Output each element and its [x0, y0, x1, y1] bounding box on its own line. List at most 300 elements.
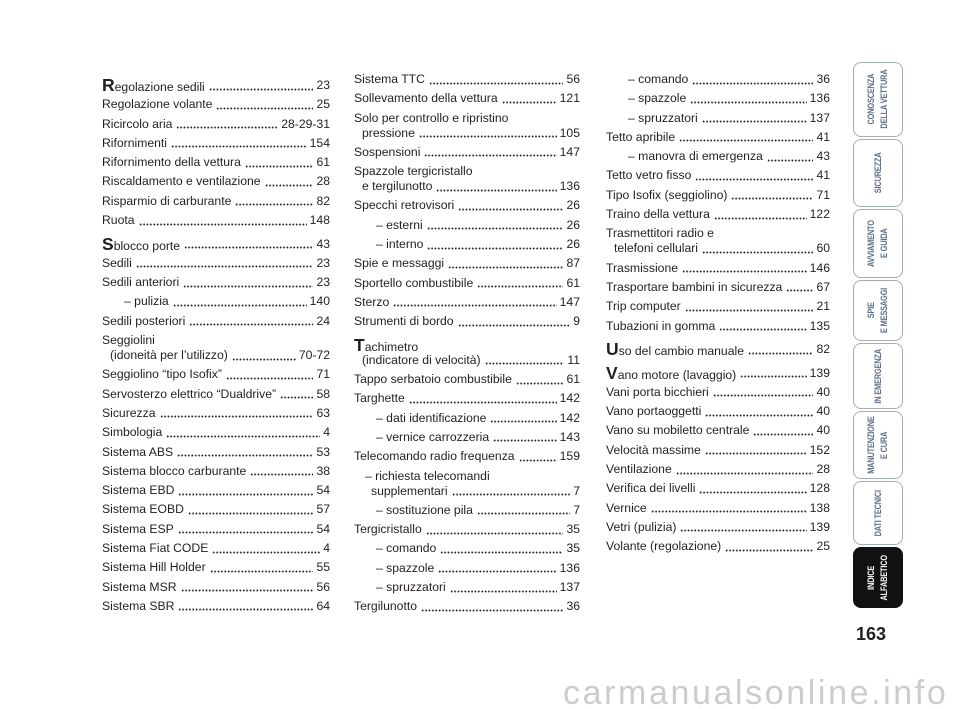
leader-dots — [181, 580, 314, 595]
index-entry — [102, 425, 330, 440]
leader-dots — [679, 130, 813, 145]
index-entry — [102, 483, 330, 498]
index-entry — [606, 168, 830, 183]
entry-label: Tetto apribile — [606, 129, 676, 144]
tab-label-line: SICUREZZA — [872, 152, 883, 194]
entry-line — [354, 179, 580, 194]
entry-line — [354, 237, 580, 252]
entry-line — [606, 299, 830, 314]
entry-page-number: 25 — [816, 539, 830, 554]
entry-label: Targhette — [354, 391, 405, 406]
leader-dots — [767, 149, 814, 164]
index-entry — [606, 539, 830, 554]
entry-line — [606, 404, 830, 419]
entry-line — [354, 72, 580, 87]
tab-label — [865, 220, 891, 267]
leader-dots — [427, 218, 564, 233]
entry-line — [606, 481, 830, 496]
entry-line — [102, 155, 330, 170]
entry-label: Traino della vettura — [606, 207, 710, 222]
entry-line — [354, 372, 580, 387]
entry-label: Simbologia — [102, 425, 163, 440]
entry-line — [102, 97, 330, 112]
entry-label: – dati identificazione — [376, 410, 487, 425]
entry-page-number: 26 — [566, 198, 580, 213]
leader-dots — [713, 385, 814, 400]
entry-label: – pulizia — [124, 294, 169, 309]
entry-page-number: 54 — [316, 521, 330, 536]
entry-line — [606, 149, 830, 164]
index-entry — [354, 599, 580, 614]
entry-label: Sistema MSR — [102, 579, 177, 594]
entry-page-number: 28 — [316, 174, 330, 189]
entry-page-number: 139 — [809, 519, 830, 534]
entry-label: – manovra di emergenza — [628, 149, 763, 164]
entry-page-number: 4 — [323, 541, 330, 556]
leader-dots — [450, 580, 557, 595]
entry-page-number: 55 — [316, 560, 330, 575]
index-entry — [606, 280, 830, 295]
entry-page-number: 61 — [566, 372, 580, 387]
entry-page-number: 41 — [816, 168, 830, 183]
entry-label: Sistema EOBD — [102, 502, 184, 517]
entry-page-number: 58 — [316, 386, 330, 401]
entry-line — [102, 464, 330, 479]
entry-page-number: 35 — [566, 522, 580, 537]
entry-label: Seggiolini — [102, 333, 155, 348]
entry-line — [102, 256, 330, 271]
entry-page-number: 71 — [816, 187, 830, 202]
index-entry — [606, 149, 830, 164]
index-entry — [102, 541, 330, 556]
leader-dots — [245, 155, 314, 170]
entry-page-number: 152 — [809, 442, 830, 457]
entry-label: Solo per controllo e ripristino — [354, 110, 509, 125]
entry-label: Sistema ESP — [102, 521, 174, 536]
tab-label-line: E CURA — [879, 431, 889, 459]
entry-label: – spruzzatori — [628, 110, 698, 125]
leader-dots — [702, 111, 807, 126]
leader-dots — [725, 539, 813, 554]
index-entry — [354, 164, 580, 194]
index-entry — [102, 560, 330, 575]
entry-line — [102, 294, 330, 309]
index-entry — [102, 275, 330, 290]
tab-dati-tecnici — [853, 481, 903, 545]
entry-label: Riscaldamento e ventilazione — [102, 174, 261, 189]
entry-label: Ruota — [102, 213, 135, 228]
entry-line — [354, 218, 580, 233]
entry-page-number: 143 — [559, 429, 580, 444]
tab-label — [865, 288, 891, 333]
leader-dots — [440, 541, 563, 556]
leader-dots — [477, 503, 570, 518]
entry-line — [354, 449, 580, 464]
entry-line — [606, 188, 830, 203]
leader-dots — [419, 126, 557, 141]
index-entry — [354, 314, 580, 329]
leader-dots — [280, 387, 313, 402]
entry-line — [354, 198, 580, 213]
index-entry — [354, 372, 580, 387]
entry-page-number: 70-72 — [298, 348, 330, 363]
entry-line — [354, 353, 580, 368]
leader-dots — [209, 78, 314, 93]
entry-label: Sportello combustibile — [354, 275, 474, 290]
index-entry — [606, 339, 830, 360]
leader-dots — [176, 117, 278, 132]
entry-page-number: 35 — [566, 541, 580, 556]
entry-label: Tappo serbatoio combustibile — [354, 372, 512, 387]
entry-line — [606, 339, 830, 360]
entry-label: Telecomando radio frequenza — [354, 449, 515, 464]
entry-page-number: 135 — [809, 318, 830, 333]
leader-dots — [183, 275, 313, 290]
entry-label: Sblocco porte — [102, 233, 181, 254]
entry-label: Rifornimento della vettura — [102, 155, 241, 170]
entry-line — [606, 520, 830, 535]
entry-page-number: 21 — [816, 299, 830, 314]
entry-label-continuation: (indicatore di velocità) — [362, 352, 481, 367]
entry-line — [354, 276, 580, 291]
entry-page-number: 137 — [559, 580, 580, 595]
index-entry — [354, 111, 580, 141]
entry-label: Sistema EBD — [102, 483, 175, 498]
entry-label: – esterni — [376, 217, 423, 232]
leader-dots — [786, 280, 813, 295]
entry-line — [606, 91, 830, 106]
index-column-left — [102, 75, 330, 618]
entry-line — [606, 241, 830, 256]
entry-page-number: 56 — [566, 72, 580, 86]
entry-line — [102, 117, 330, 132]
entry-line — [606, 423, 830, 438]
index-entry — [606, 404, 830, 419]
index-entry — [354, 198, 580, 213]
entry-line — [102, 387, 330, 402]
index-entry — [102, 387, 330, 402]
entry-line — [606, 319, 830, 334]
entry-label-continuation: e tergilunotto — [362, 179, 433, 194]
entry-line — [102, 502, 330, 517]
entry-label: Trip computer — [606, 299, 681, 314]
index-entry — [606, 520, 830, 535]
leader-dots — [409, 391, 557, 406]
entry-page-number: 24 — [316, 313, 330, 328]
leader-dots — [477, 276, 563, 291]
tab-spie-e-messaggi — [853, 280, 903, 341]
index-entry — [606, 362, 830, 383]
leader-dots — [210, 560, 314, 575]
index-entry — [354, 145, 580, 160]
entry-label: Risparmio di carburante — [102, 193, 232, 208]
leader-dots — [731, 188, 813, 203]
entry-label: Strumenti di bordo — [354, 314, 454, 329]
tab-label-line: DELLA VETTURA — [879, 69, 889, 130]
tab-label-line: IN EMERGENZA — [872, 348, 883, 404]
index-entry — [354, 430, 580, 445]
leader-dots — [178, 599, 313, 614]
entry-line — [606, 207, 830, 222]
entry-page-number: 36 — [816, 72, 830, 86]
entry-page-number: 40 — [816, 404, 830, 419]
index-entry — [606, 319, 830, 334]
leader-dots — [690, 91, 806, 106]
entry-page-number: 57 — [316, 502, 330, 517]
index-entry — [354, 561, 580, 576]
index-entry — [606, 72, 830, 87]
leader-dots — [705, 443, 807, 458]
entry-label: – sostituzione pila — [376, 502, 473, 517]
leader-dots — [178, 522, 314, 537]
index-entry — [354, 391, 580, 406]
entry-label: Vetri (pulizia) — [606, 519, 677, 534]
leader-dots — [393, 295, 556, 310]
entry-label-continuation: supplementari — [371, 483, 448, 498]
entry-line — [102, 348, 330, 363]
entry-label: – comando — [376, 541, 437, 556]
entry-page-number: 26 — [566, 217, 580, 232]
entry-line — [354, 411, 580, 426]
leader-dots — [753, 423, 813, 438]
index-entry — [606, 111, 830, 126]
entry-label: Trasmissione — [606, 260, 679, 275]
entry-line — [102, 445, 330, 460]
tab-indice-alfabetico — [853, 547, 903, 608]
index-entry — [102, 75, 330, 95]
index-entry — [102, 174, 330, 189]
leader-dots — [426, 522, 564, 537]
index-entry — [102, 155, 330, 170]
index-entry — [354, 449, 580, 464]
entry-page-number: 23 — [316, 255, 330, 270]
index-entry — [606, 423, 830, 438]
tab-label — [872, 490, 885, 536]
leader-dots — [139, 213, 307, 228]
leader-dots — [699, 481, 806, 496]
entry-line — [102, 406, 330, 421]
entry-label: Sedili anteriori — [102, 275, 180, 290]
entry-line — [354, 295, 580, 310]
leader-dots — [189, 314, 313, 329]
leader-dots — [485, 353, 565, 368]
tab-label-line: SPIE — [866, 302, 876, 319]
entry-line — [606, 462, 830, 477]
entry-label: Sedili — [102, 255, 132, 270]
entry-line — [354, 256, 580, 271]
entry-line — [354, 580, 580, 595]
index-entry — [102, 136, 330, 151]
entry-page-number: 61 — [316, 155, 330, 170]
entry-label: Ventilazione — [606, 462, 672, 477]
entry-page-number: 122 — [809, 207, 830, 222]
entry-label: Servosterzo elettrico “Dualdrive” — [102, 386, 277, 401]
entry-page-number: 142 — [559, 391, 580, 406]
entry-page-number: 146 — [809, 260, 830, 275]
leader-dots — [265, 174, 314, 189]
entry-page-number: 139 — [809, 365, 830, 380]
leader-dots — [719, 319, 806, 334]
entry-line — [606, 130, 830, 145]
entry-label: Sistema ABS — [102, 444, 174, 459]
leader-dots — [436, 179, 556, 194]
tab-label-line: AVVIAMENTO — [866, 220, 876, 267]
index-entry — [102, 97, 330, 112]
index-entry — [102, 522, 330, 537]
tab-label-line: MANUTENZIONE — [866, 416, 876, 474]
index-entry — [102, 333, 330, 363]
entry-page-number: 147 — [559, 144, 580, 159]
index-entry — [354, 91, 580, 106]
entry-label: Tipo Isofix (seggiolino) — [606, 187, 728, 202]
entry-label: Sistema TTC — [354, 72, 425, 86]
entry-label: Sterzo — [354, 294, 390, 309]
entry-page-number: 38 — [316, 463, 330, 478]
leader-dots — [714, 207, 807, 222]
index-entry — [102, 445, 330, 460]
tab-manutenzione-e-cura — [853, 411, 903, 479]
entry-line — [102, 314, 330, 329]
index-entry — [606, 462, 830, 477]
page-number: 163 — [855, 624, 887, 644]
tab-label — [872, 153, 885, 194]
index-entry — [606, 130, 830, 145]
entry-page-number: 60 — [816, 241, 830, 256]
entry-line — [606, 168, 830, 183]
entry-line — [354, 541, 580, 556]
entry-page-number: 63 — [316, 405, 330, 420]
entry-line — [606, 72, 830, 87]
entry-page-number: 154 — [309, 135, 330, 150]
entry-page-number: 28 — [816, 462, 830, 477]
leader-dots — [502, 91, 557, 106]
entry-line — [606, 539, 830, 554]
entry-label: Tetto vetro fisso — [606, 168, 692, 183]
entry-page-number: 23 — [316, 78, 330, 92]
entry-label-continuation: telefoni cellulari — [614, 241, 699, 256]
leader-dots — [235, 194, 313, 209]
entry-page-number: 26 — [566, 237, 580, 252]
entry-label: Volante (regolazione) — [606, 539, 722, 554]
entry-page-number: 56 — [316, 579, 330, 594]
entry-label: Vani porta bicchieri — [606, 384, 709, 399]
entry-label: Vernice — [606, 500, 647, 515]
entry-page-number: 147 — [559, 294, 580, 309]
entry-line — [354, 484, 580, 499]
entry-label: Uso del cambio manuale — [606, 339, 744, 360]
leader-dots — [216, 97, 313, 112]
entry-line — [102, 194, 330, 209]
entry-label: Sistema Fiat CODE — [102, 541, 209, 556]
entry-label: Regolazione sedili — [102, 75, 205, 95]
leader-dots — [458, 314, 571, 329]
leader-dots — [427, 237, 563, 252]
entry-label: Sollevamento della vettura — [354, 91, 498, 106]
entry-line — [102, 560, 330, 575]
index-entry — [354, 503, 580, 518]
entry-line — [102, 580, 330, 595]
entry-page-number: 9 — [573, 314, 580, 329]
entry-page-number: 36 — [566, 599, 580, 614]
entry-page-number: 136 — [809, 91, 830, 106]
leader-dots — [178, 483, 313, 498]
index-entry — [606, 261, 830, 276]
entry-page-number: 7 — [573, 502, 580, 517]
leader-dots — [212, 541, 320, 556]
entry-line — [102, 522, 330, 537]
entry-page-number: 43 — [316, 236, 330, 251]
section-tabs — [853, 62, 903, 608]
index-column-right — [606, 72, 830, 559]
entry-label: Regolazione volante — [102, 97, 213, 112]
entry-label: Spie e messaggi — [354, 256, 445, 271]
entry-line — [606, 280, 830, 295]
leader-dots — [695, 168, 813, 183]
entry-label: Verifica dei livelli — [606, 481, 696, 496]
entry-page-number: 40 — [816, 423, 830, 438]
entry-page-number: 4 — [323, 425, 330, 440]
tab-label-line: INDICE — [866, 565, 876, 590]
index-entry — [354, 218, 580, 233]
tab-label-line: E GUIDA — [879, 228, 889, 259]
entry-line — [102, 425, 330, 440]
entry-line — [354, 91, 580, 106]
index-entry — [102, 213, 330, 228]
leader-dots — [519, 449, 557, 464]
entry-label: – vernice carrozzeria — [376, 429, 490, 444]
index-entry — [354, 276, 580, 291]
index-entry — [102, 406, 330, 421]
index-entry — [102, 464, 330, 479]
tab-sicurezza — [853, 139, 903, 207]
entry-page-number: 40 — [816, 384, 830, 399]
entry-label: – comando — [628, 72, 689, 86]
entry-label: – interno — [376, 237, 424, 252]
entry-page-number: 148 — [309, 213, 330, 228]
entry-page-number: 7 — [573, 483, 580, 498]
entry-label: Sistema Hill Holder — [102, 560, 206, 575]
index-entry — [606, 385, 830, 400]
index-entry — [354, 469, 580, 499]
index-entry — [354, 411, 580, 426]
entry-page-number: 105 — [559, 125, 580, 140]
entry-line — [354, 561, 580, 576]
entry-label-continuation: pressione — [362, 125, 415, 140]
index-entry — [354, 522, 580, 537]
leader-dots — [438, 561, 556, 576]
tab-label-line: DATI TECNICI — [872, 489, 883, 537]
entry-label: – richiesta telecomandi — [365, 468, 490, 483]
leader-dots — [429, 72, 564, 87]
entry-page-number: 87 — [566, 256, 580, 271]
leader-dots — [458, 198, 563, 213]
leader-dots — [748, 342, 813, 357]
entry-label: – spazzole — [376, 560, 435, 575]
entry-page-number: 82 — [816, 342, 830, 357]
entry-label: Sistema SBR — [102, 598, 175, 613]
leader-dots — [421, 599, 563, 614]
entry-page-number: 25 — [316, 97, 330, 112]
entry-label: Tubazioni in gomma — [606, 318, 716, 333]
entry-line — [102, 136, 330, 151]
entry-label: – spruzzatori — [376, 580, 446, 595]
entry-label: Sospensioni — [354, 144, 421, 159]
index-entry — [606, 443, 830, 458]
tab-label — [865, 416, 891, 473]
entry-label: Tergicristallo — [354, 522, 422, 537]
leader-dots — [493, 430, 557, 445]
entry-line — [102, 483, 330, 498]
